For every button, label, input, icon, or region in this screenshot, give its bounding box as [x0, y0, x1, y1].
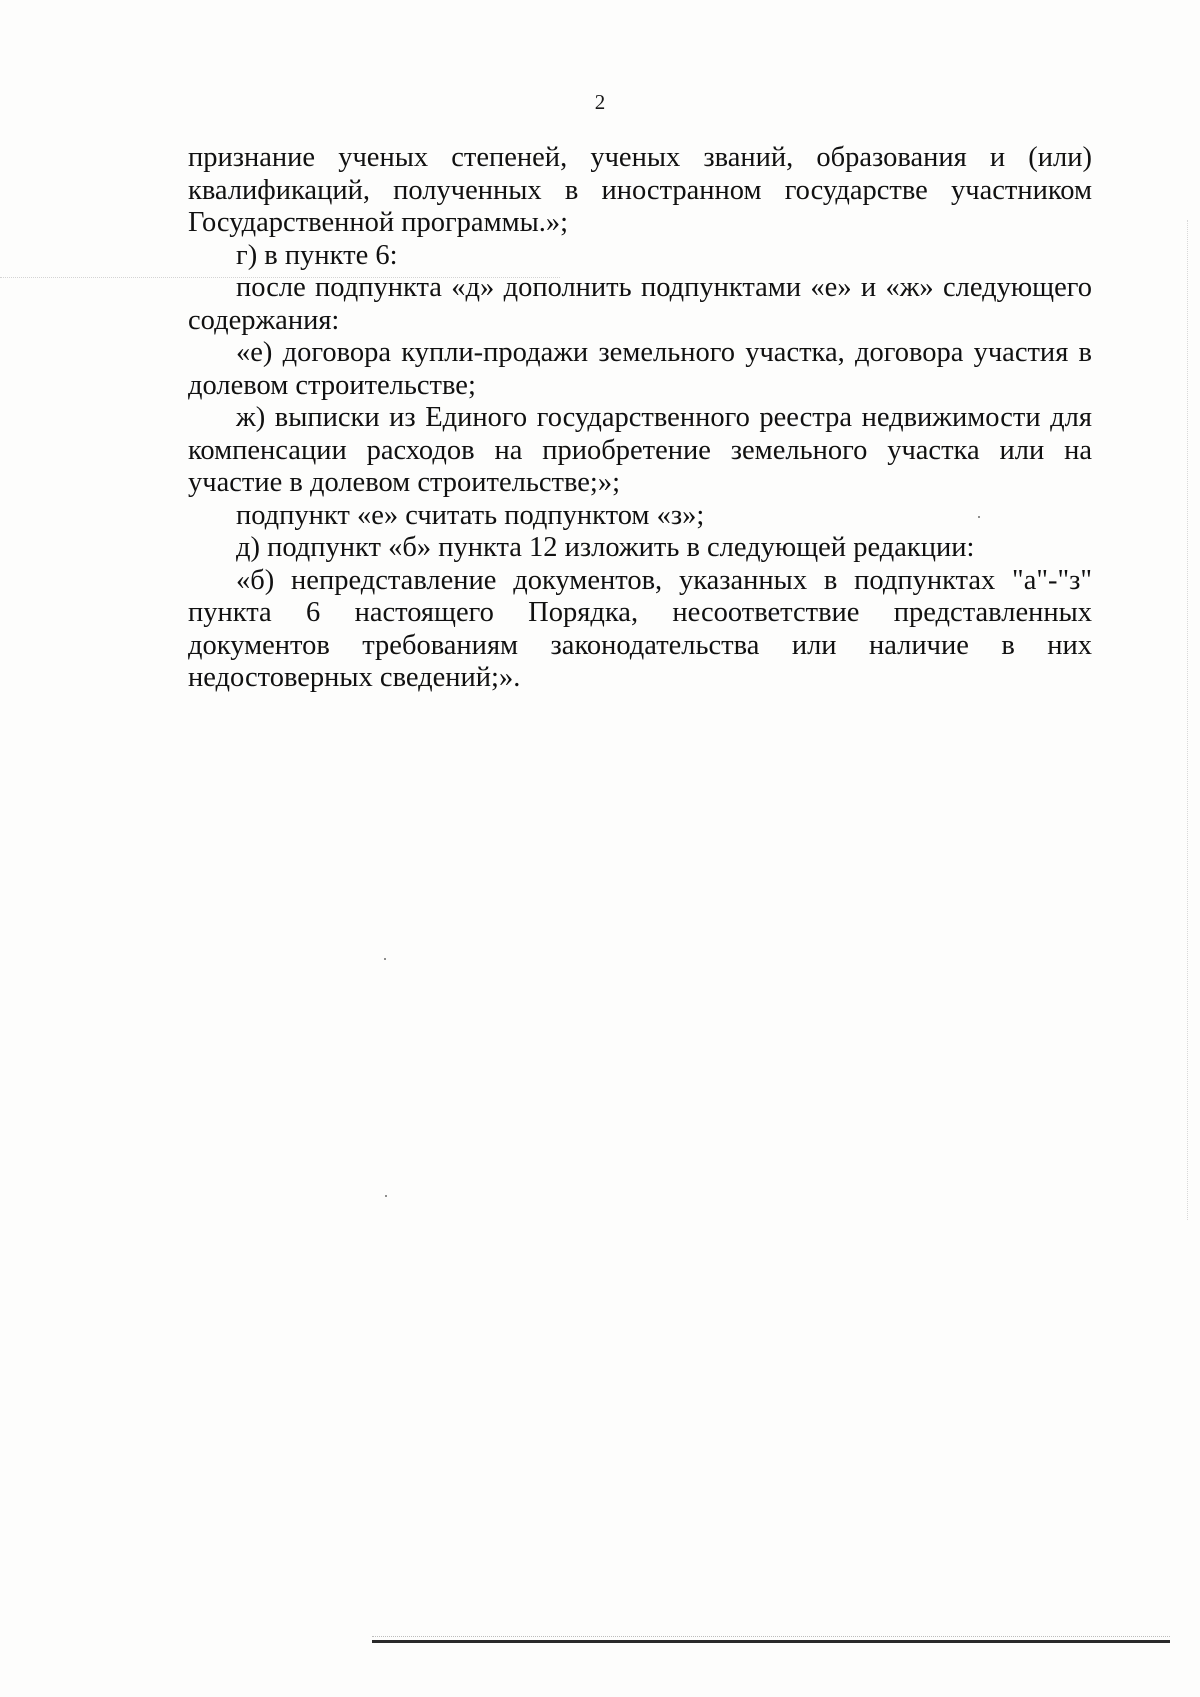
- paragraph-renumber: подпункт «е» считать подпунктом «з»;: [236, 499, 705, 531]
- scan-speck: [384, 958, 386, 960]
- document-body: [188, 142, 1092, 695]
- page-number: 2: [594, 90, 606, 114]
- paragraph-item-d: д) подпункт «б» пункта 12 изложить в следующей редакции:: [236, 532, 975, 563]
- scan-speck: [385, 1195, 387, 1197]
- scan-artifact-bottom-edge: [372, 1640, 1170, 1643]
- paragraph-continuation: признание ученых степеней, ученых званий, образования и (или) квалификаций, полученных в иностранном государстве участником Государственной программы.»;: [188, 142, 1092, 238]
- scan-artifact-edge: [1187, 220, 1188, 1220]
- paragraph-after-subpoint: после подпункта «д» дополнить подпунктами «е» и «ж» следующего содержания:: [188, 272, 1092, 336]
- paragraph-subpoint-e: «е) договора купли-продажи земельного участка, договора участия в долевом строительстве;: [188, 337, 1092, 401]
- paragraph-subpoint-zh: ж) выписки из Единого государственного реестра недвижимости для компенсации расходов на приобретение земельного участка или на участие в долевом строительстве;»;: [188, 402, 1092, 498]
- paragraph-subpoint-b: «б) непредставление документов, указанных в подпунктах "а"-"з" пункта 6 настоящего Порядка, несоответствие представленных документов требованиям законодательства или наличие в них недостоверных сведений;».: [188, 564, 1092, 693]
- paragraph-item-g: г) в пункте 6:: [236, 239, 398, 271]
- scan-artifact-bottom-dotted: [372, 1636, 1170, 1638]
